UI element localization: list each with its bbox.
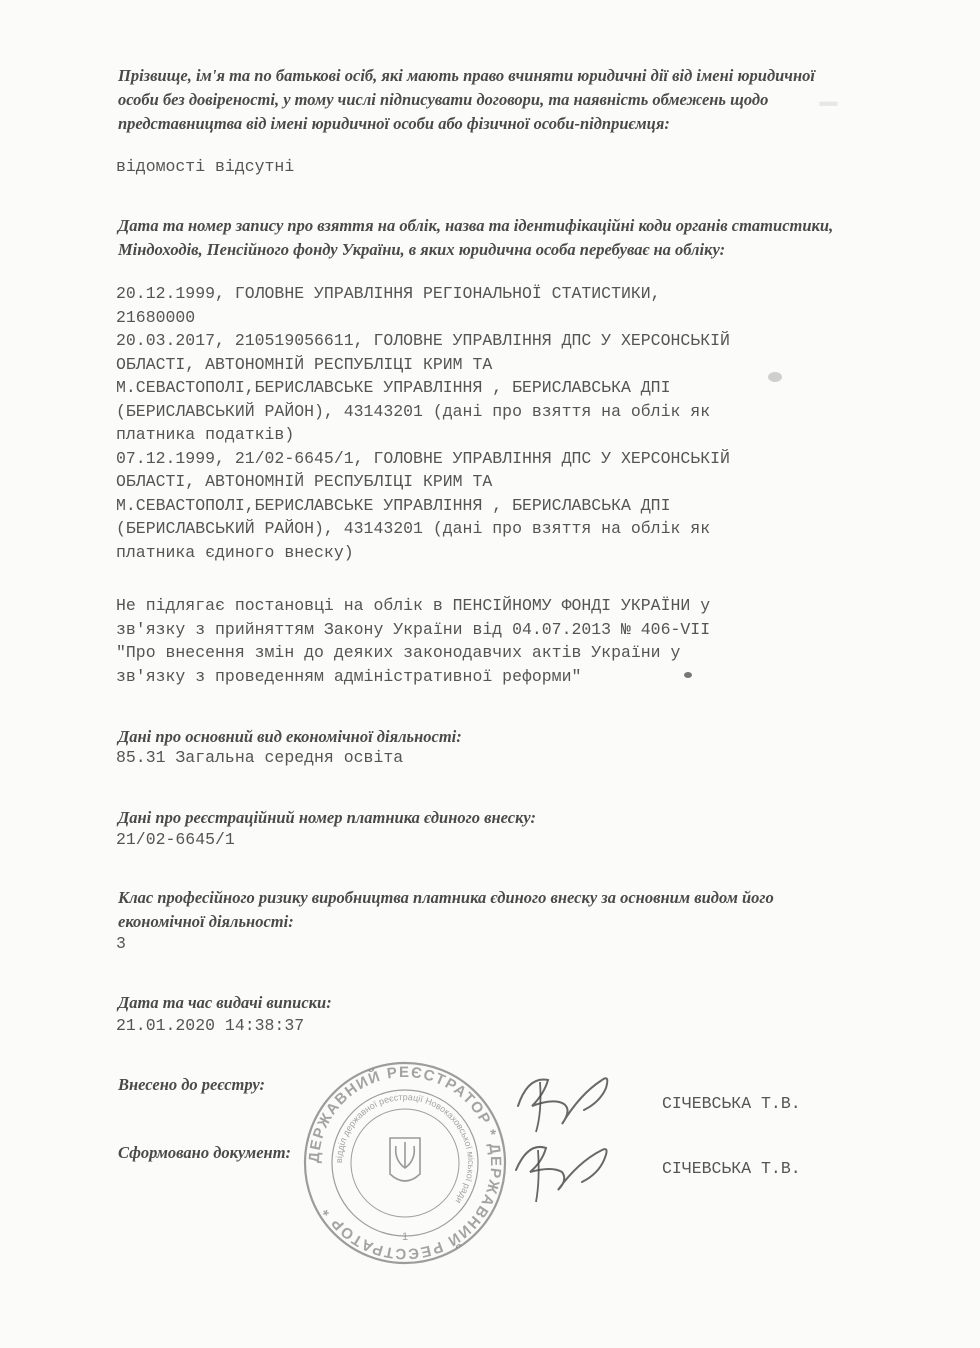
economic-activity-label: Дані про основний вид економічної діяльності: xyxy=(118,727,462,746)
trident-emblem-icon xyxy=(390,1138,420,1181)
stamp-number: 1 xyxy=(401,1231,409,1243)
stamp-inner-text: відділ державної реєстрації Новокаховської міської ради xyxy=(333,1091,477,1206)
stamp-outer-text: ДЕРЖАВНИЙ РЕЄСТРАТОР * ДЕРЖАВНИЙ РЕЄСТРАТОР * xyxy=(305,1063,505,1263)
document-formed-name: СІЧЕВСЬКА Т.В. xyxy=(662,1159,801,1178)
official-stamp xyxy=(300,1058,510,1268)
signature-2 xyxy=(500,1130,640,1210)
ink-mark xyxy=(768,372,782,382)
pension-fund-note: Не підлягає постановці на облік в ПЕНСІЙНОМУ ФОНДІ УКРАЇНИ у зв'язку з прийняттям Закону України від 04.07.2013 № 406-VII "Про внесення змін до деяких законодавчих актів України у зв'язку з проведенням адміністративної реформи" xyxy=(116,596,711,686)
registration-records-value: 20.12.1999, ГОЛОВНЕ УПРАВЛІННЯ РЕГІОНАЛЬНОЇ СТАТИСТИКИ, 21680000 20.03.2017, 210519056611, ГОЛОВНЕ УПРАВЛІННЯ ДПС У ХЕРСОНСЬКІЙ ОБЛАСТІ, АВТОНОМНІЙ РЕСПУБЛІЦІ КРИМ ТА М.СЕВАСТОПОЛІ,БЕРИСЛАВСЬКЕ УПРАВЛІННЯ , БЕРИСЛАВСЬКА ДПІ (БЕРИСЛАВСЬКИЙ РАЙОН), 43143201 (дані про взяття на облік як платника податків) 07.12.1999, 21/02-6645/1, ГОЛОВНЕ УПРАВЛІННЯ ДПС У ХЕРСОНСЬКІЙ ОБЛАСТІ, АВТОНОМНІЙ РЕСПУБЛІЦІ КРИМ ТА М.СЕВАСТОПОЛІ,БЕРИСЛАВСЬКЕ УПРАВЛІННЯ , БЕРИСЛАВСЬКА ДПІ (БЕРИСЛАВСЬКИЙ РАЙОН), 43143201 (дані про взяття на облік як платника єдиного внеску) xyxy=(116,284,730,562)
issue-datetime-label: Дата та час видачі виписки: xyxy=(118,993,332,1012)
issue-datetime-value: 21.01.2020 14:38:37 xyxy=(116,1016,305,1035)
show-through-text: ▁ xyxy=(820,80,837,105)
authorized-persons-value: відомості відсутні xyxy=(116,157,295,176)
document-formed-label: Сформовано документ: xyxy=(118,1143,292,1162)
authorized-persons-label: Прізвище, ім'я та по батькові осіб, які мають право вчиняти юридичні дії від імені юридичної особи без довіреності, у тому числі підписувати договори, та наявність обмежень щодо представництва від імені юридичної особи або фізичної особи-підприємця: xyxy=(118,66,815,133)
single-contribution-number-value: 21/02-6645/1 xyxy=(116,830,235,849)
signature-1 xyxy=(500,1060,640,1140)
entered-registry-name: СІЧЕВСЬКА Т.В. xyxy=(662,1094,801,1113)
entered-registry-label: Внесено до реєстру: xyxy=(118,1075,266,1094)
single-contribution-number-label: Дані про реєстраційний номер платника єдиного внеску: xyxy=(118,808,537,827)
ink-mark xyxy=(684,672,692,678)
risk-class-label: Клас професійного ризику виробництва платника єдиного внеску за основним видом його економічної діяльності: xyxy=(118,888,774,931)
risk-class-value: 3 xyxy=(116,934,126,953)
registration-records-label: Дата та номер запису про взяття на облік, назва та ідентифікаційні коди органів статистики, Міндоходів, Пенсійного фонду України, в яких юридична особа перебуває на обліку: xyxy=(118,216,834,259)
economic-activity-value: 85.31 Загальна середня освіта xyxy=(116,748,404,767)
